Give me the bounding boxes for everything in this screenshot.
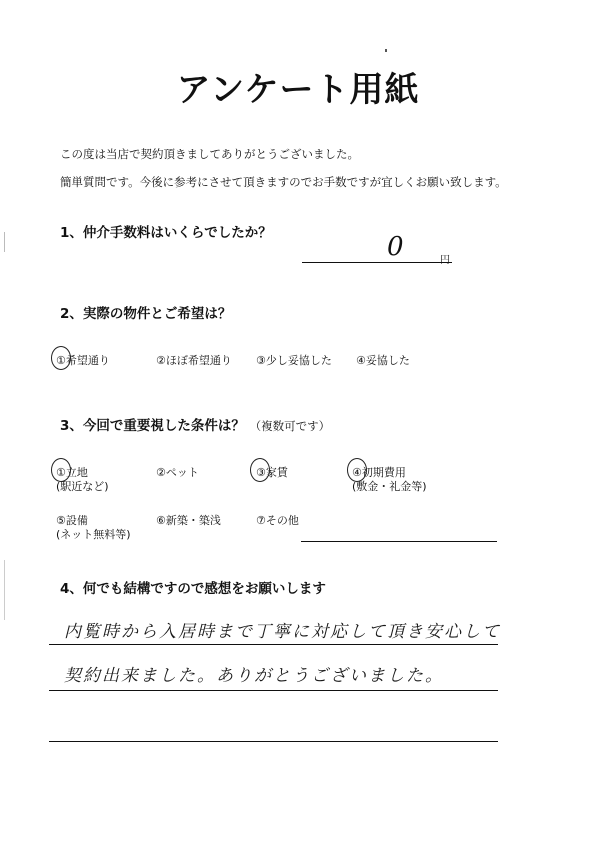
question-3-text: 3、今回で重要視した条件は？ — [60, 418, 245, 434]
question-3-note: （複数可です） — [249, 419, 331, 433]
q2-option-3[interactable]: ③少し妥協した — [256, 354, 332, 367]
q3-other-line — [301, 541, 497, 542]
fee-answer-line — [302, 262, 452, 263]
q3-option-1-label: ①立地 — [56, 466, 88, 479]
q3-option-4-sub: (敷金・礼金等) — [352, 480, 427, 493]
q3-selected-circle-4 — [347, 458, 367, 482]
q3-selected-circle-1 — [51, 458, 71, 482]
q3-option-5-label: ⑤設備 — [56, 514, 88, 527]
q2-option-2[interactable]: ②ほぼ希望通り — [156, 354, 232, 367]
q3-option-4-label: ④初期費用 — [352, 466, 406, 479]
q3-option-5[interactable] — [56, 514, 131, 542]
q2-selected-circle — [51, 346, 71, 370]
q3-option-3-label: ③家賃 — [256, 466, 288, 479]
page-title: アンケート用紙 — [176, 70, 420, 110]
scan-speck — [385, 49, 387, 52]
q2-option-1[interactable]: ①希望通り — [56, 354, 110, 367]
comment-line-2[interactable]: 契約出来ました。ありがとうございました。 — [64, 666, 444, 686]
intro-line-1: この度は当店で契約頂きましてありがとうございました。 — [60, 147, 359, 161]
q3-option-7[interactable] — [256, 514, 299, 528]
scan-edge-mark — [4, 560, 5, 620]
question-1-label: 1、仲介手数料はいくらでしたか？ — [60, 225, 272, 241]
comment-rule-3 — [49, 741, 498, 742]
question-3-label — [60, 414, 330, 434]
q3-option-1-sub: (駅近など) — [56, 480, 109, 493]
q3-selected-circle-3 — [250, 458, 270, 482]
comment-line-1[interactable]: 内覧時から入居時まで丁寧に対応して頂き安心して — [64, 622, 501, 642]
comment-rule-1 — [49, 644, 498, 645]
question-4-label: 4、何でも結構ですので感想をお願いします — [60, 581, 326, 597]
q3-option-6-label: ⑥新築・築浅 — [156, 514, 221, 527]
fee-answer[interactable]: 0 — [387, 232, 404, 262]
q3-option-2-label: ②ペット — [156, 466, 199, 479]
fee-unit: 円 — [440, 255, 450, 266]
comment-rule-2 — [49, 690, 498, 691]
q3-option-2[interactable] — [156, 466, 199, 480]
question-2-label: 2、実際の物件とご希望は？ — [60, 306, 232, 322]
q2-option-4[interactable]: ④妥協した — [356, 354, 410, 367]
intro-line-2: 簡単質問です。今後に参考にさせて頂きますのでお手数ですが宜しくお願い致します。 — [60, 175, 507, 189]
q3-option-7-label: ⑦その他 — [256, 514, 299, 527]
q3-option-5-sub: (ネット無料等) — [56, 528, 131, 541]
q3-option-6[interactable] — [156, 514, 221, 528]
scan-edge-mark — [4, 232, 5, 252]
